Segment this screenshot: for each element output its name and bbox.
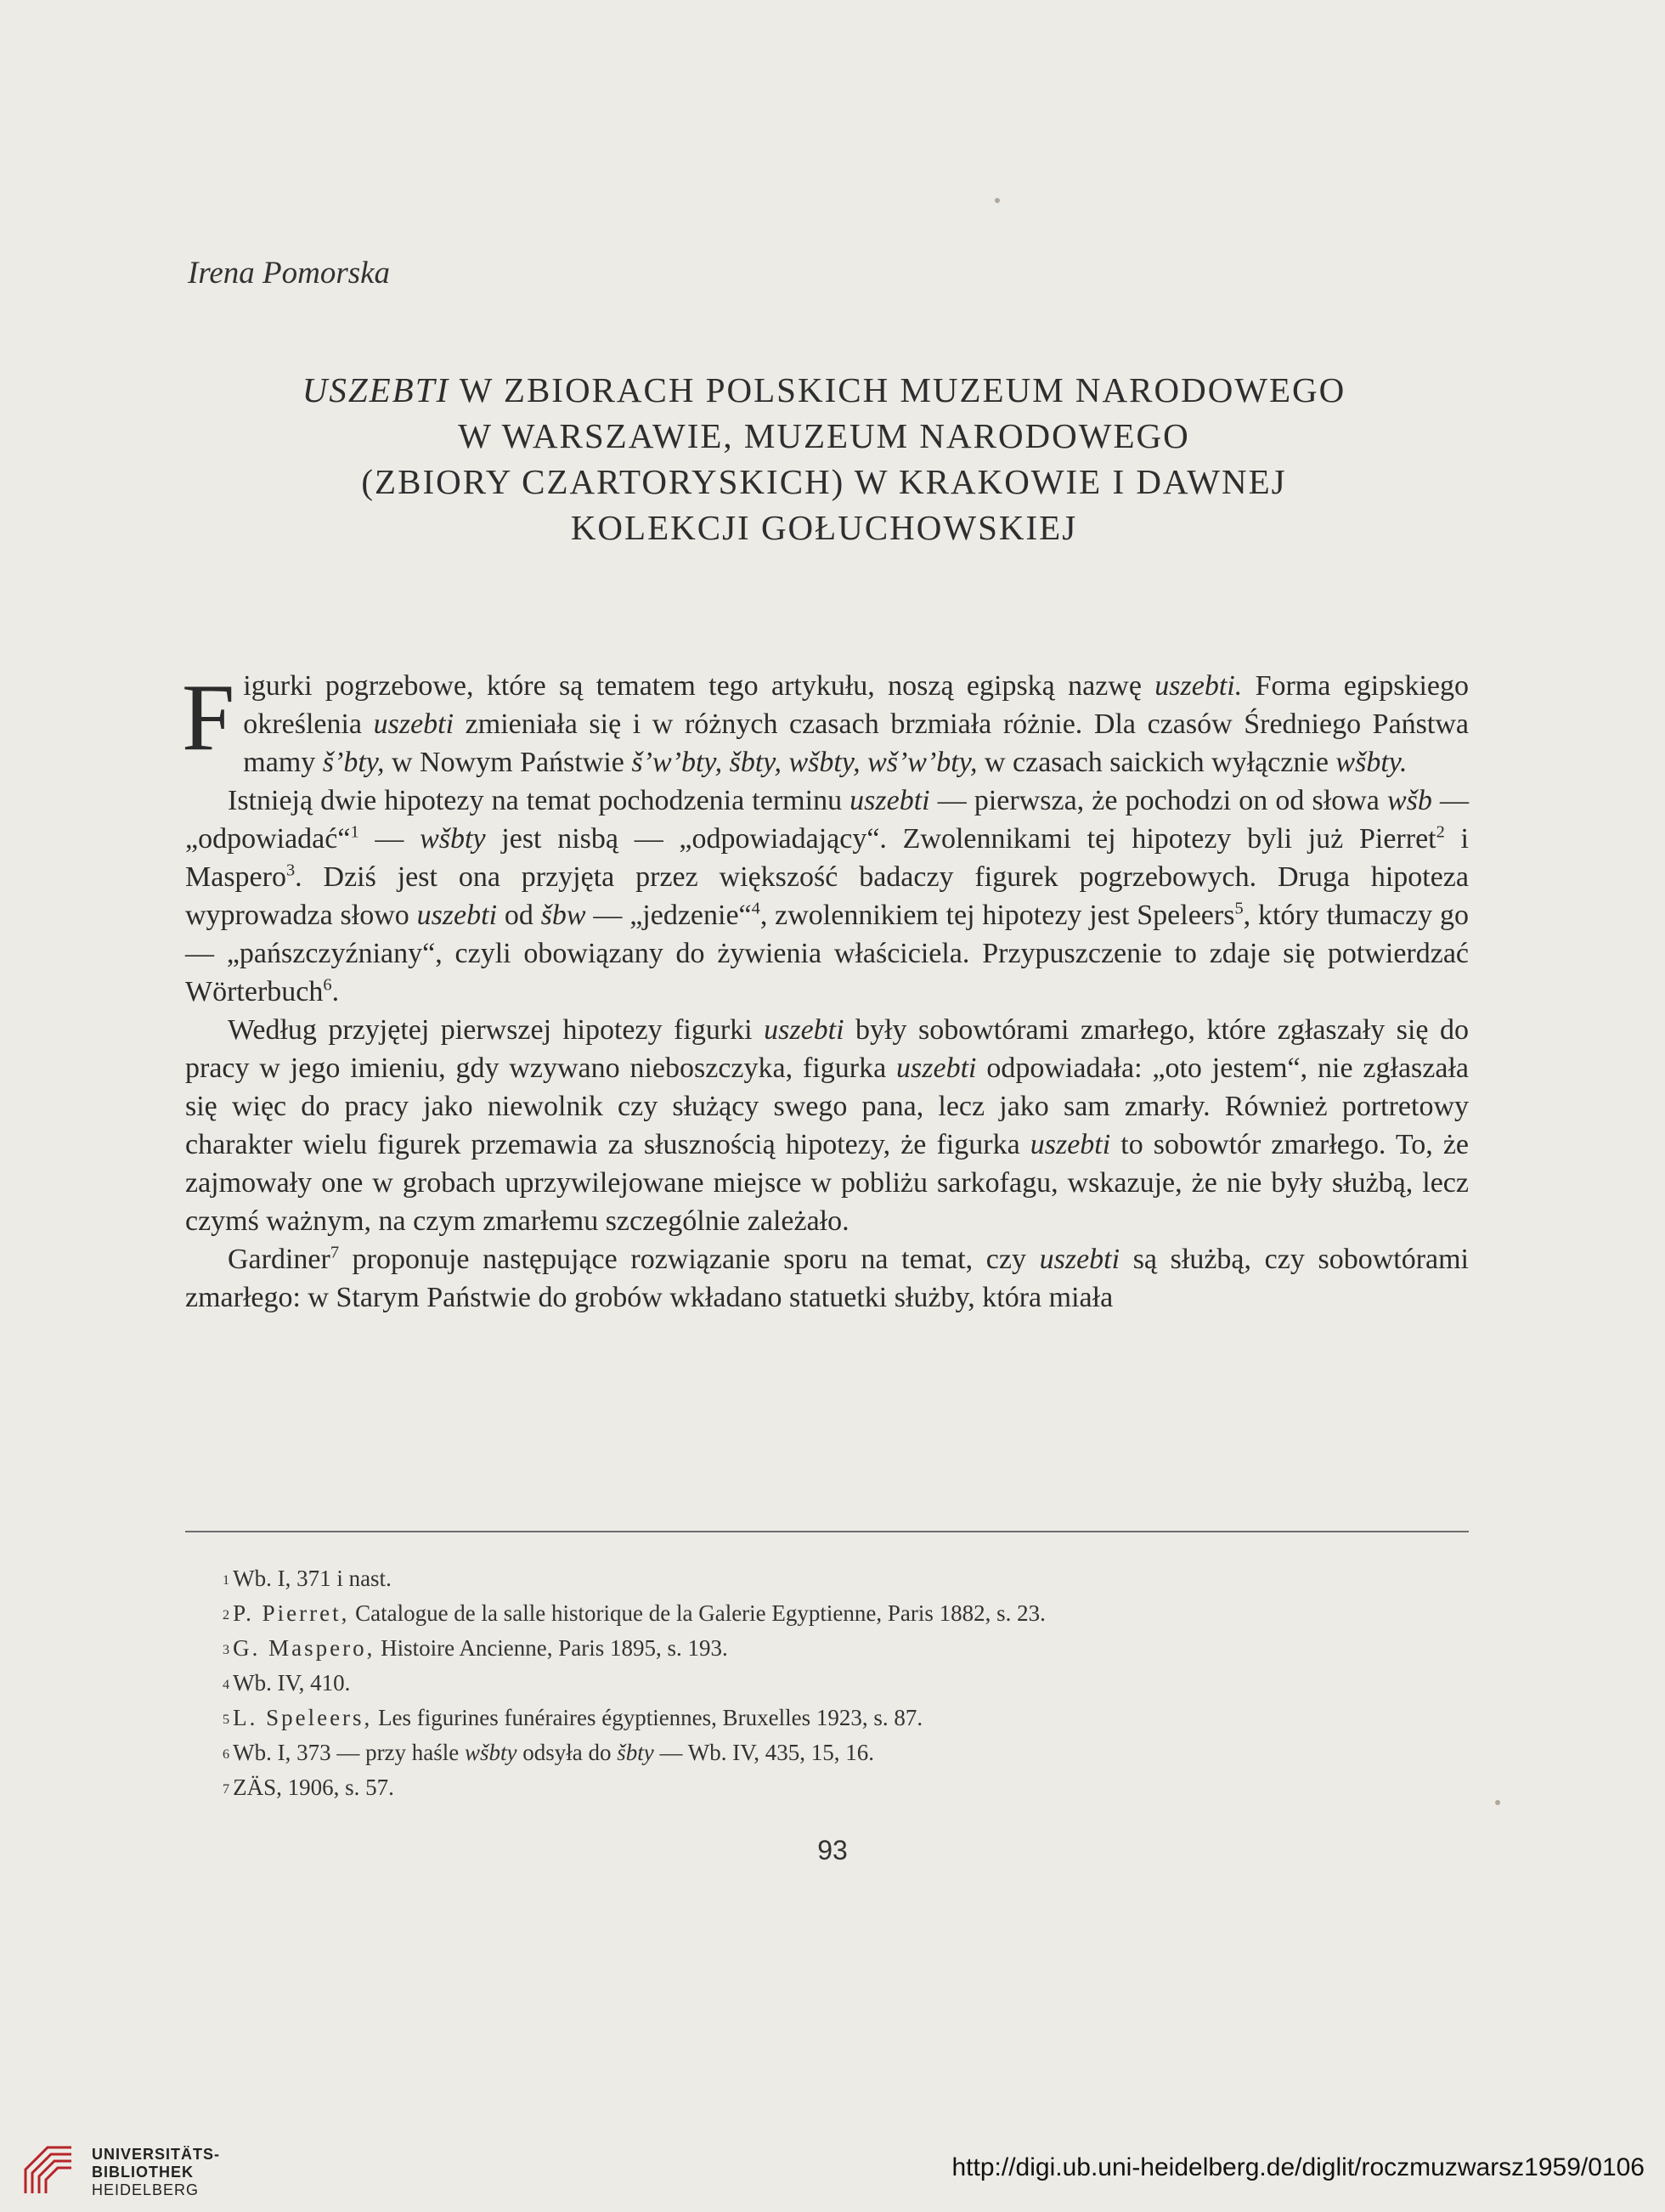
author-name: Irena Pomorska <box>188 256 391 291</box>
scan-speck <box>1495 1800 1500 1805</box>
paragraph-4: Gardiner$^7$ proponuje następujące rozwiązanie sporu na temat, czy uszebti są służbą, czy sobowtórami zmarłego: w Starym Państwie do grobów wkładano statuetki służby, która miała <box>185 1243 1469 1313</box>
footnote-1: $^1$ Wb. I, 371 i nast. <box>223 1566 392 1591</box>
footnotes <box>223 1561 1454 1805</box>
title-line-4: KOLEKCJI GOŁUCHOWSKIEJ <box>570 508 1078 547</box>
paragraph-2: Istnieją dwie hipotezy na temat pochodzenia terminu uszebti — pierwsza, że pochodzi on od słowa wšb — „odpowiadać“$^1$ — wšbty jest nisbą — „odpowiadający“. Zwolennikami tej hipotezy byli już Pierret$^2$ i Maspero$^3$. Dziś jest ona przyjęta przez większość badaczy figurek pogrzebowych. Druga hipoteza wyprowadza słowo uszebti od šbw — „jedzenie“$^4$, zwolennikiem tej hipotezy jest Speleers$^5$, który tłumaczy go — „pańszczyźniany“, czyli obowiązany do żywienia właściciela. Przypuszczenie to zdaje się potwierdzać Wörterbuch$^6$. <box>185 785 1469 1007</box>
library-logo-icon <box>19 2141 78 2200</box>
footnote-7: $^7$ ZÄS, 1906, s. 57. <box>223 1775 394 1800</box>
footnote-3: $^3$ G. Maspero, Histoire Ancienne, Paris 1895, s. 193. <box>223 1635 728 1661</box>
paragraph-1: Figurki pogrzebowe, które są tematem tego artykułu, noszą egipską nazwę uszebti. Forma egipskiego określenia uszebti zmieniała się i w różnych czasach brzmiała różnie. Dla czasów Średniego Państwa mamy š’bty, w Nowym Państwie š’w’bty, šbty, wšbty, wš’w’bty, w czasach saickich wyłącznie wšbty. <box>182 665 1469 778</box>
title-line-2: W WARSZAWIE, MUZEUM NARODOWEGO <box>458 416 1190 455</box>
title-line-3: (ZBIORY CZARTORYSKICH) W KRAKOWIE I DAWNEJ <box>361 462 1287 501</box>
source-url-link[interactable]: http://digi.ub.uni-heidelberg.de/diglit/roczmuzwarsz1959/0106 <box>951 2153 1645 2181</box>
footnote-ref: 3 <box>285 861 296 880</box>
footnote-ref: 7 <box>330 1243 340 1262</box>
footnote-5: $^5$ L. Speleers, Les figurines funéraires égyptiennes, Bruxelles 1923, s. 87. <box>223 1705 923 1730</box>
footnote-6: $^6$ Wb. I, 373 — przy haśle wšbty odsyła do šbty — Wb. IV, 435, 15, 16. <box>223 1740 875 1765</box>
footnote-4: $^4$ Wb. IV, 410. <box>223 1670 351 1696</box>
footnote-ref: 5 <box>1234 899 1244 918</box>
page-number: 93 <box>817 1835 848 1865</box>
scan-speck <box>995 198 1000 203</box>
footnote-ref: 1 <box>350 822 359 842</box>
title-line-1: USZEBTI W ZBIORACH POLSKICH MUZEUM NARODOWEGO <box>302 370 1346 409</box>
footnote-separator <box>185 1531 1469 1532</box>
footnote-2: $^2$ P. Pierret, Catalogue de la salle historique de la Galerie Egyptienne, Paris 1882, s. 23. <box>223 1600 1046 1626</box>
library-name: UNIVERSITÄTS- BIBLIOTHEK HEIDELBERG <box>92 2146 221 2198</box>
footnote-ref: 2 <box>1436 822 1445 842</box>
footnote-ref: 4 <box>751 899 760 918</box>
footnote-ref: 6 <box>323 975 332 995</box>
article-title <box>183 367 1465 550</box>
article-body <box>182 665 1469 1317</box>
paragraph-3: Według przyjętej pierwszej hipotezy figurki uszebti były sobowtórami zmarłego, które zgłaszały się do pracy w jego imieniu, gdy wzywano nieboszczyka, figurka uszebti odpowiadała: „oto jestem“, nie zgłaszała się więc do pracy jako niewolnik czy służący swego pana, lecz jako sam zmarły. Również portretowy charakter wielu figurek przemawia za słusznością hipotezy, że figurka uszebti to sobowtór zmarłego. To, że zajmowały one w grobach uprzywilejowane miejsce w pobliżu sarkofagu, wskazuje, że nie były służbą, lecz czymś ważnym, na czym zmarłemu szczególnie zależało. <box>185 1014 1469 1237</box>
drop-cap: F <box>182 665 235 770</box>
